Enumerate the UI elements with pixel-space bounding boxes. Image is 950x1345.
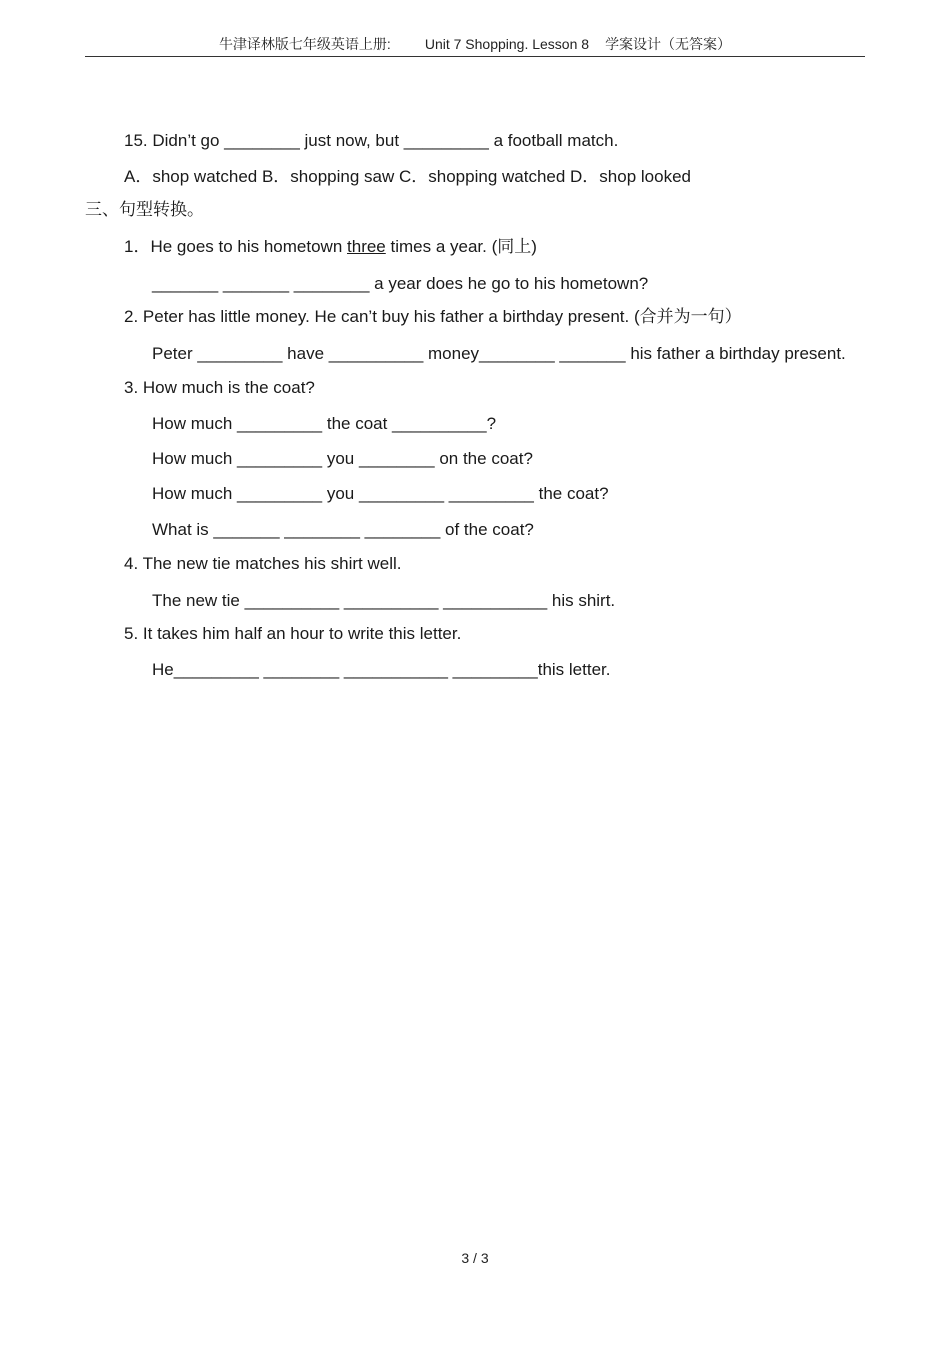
question-15-options: A．shop watched B．shopping saw C．shopping watched D．shop looked [124,167,691,186]
page-number: 3 / 3 [461,1250,489,1266]
item-2-answer: Peter _________ have __________ money________ _______ his father a birthday present. [152,344,846,363]
item-3-answer-3: How much _________ you _________ _________ the coat? [152,484,609,503]
item-5-answer: He_________ ________ ___________ _________this letter. [152,660,611,679]
header-title-cn: 牛津译林版七年级英语上册: [218,36,391,52]
header-title-design: 学案设计（无答案） [605,36,732,52]
header-title-unit: Unit 7 Shopping. Lesson 8 [424,36,590,52]
item-4-answer: The new tie __________ __________ ___________ his shirt. [152,591,616,610]
item-3-answer-1: How much _________ the coat __________? [152,414,497,433]
item-1-prompt-text-end: times a year. (同上) [385,237,537,256]
section-title: 三、句型转换。 [85,200,204,219]
item-3-prompt: 3. How much is the coat? [124,378,315,397]
item-1-prompt [124,237,537,257]
item-1-answer: _______ _______ ________ a year does he go to his hometown? [152,274,649,293]
item-1-underlined-word: three [347,237,386,256]
item-3-answer-2: How much _________ you ________ on the coat? [152,449,533,468]
item-1-prompt-text: 1．He goes to his hometown [124,237,348,256]
item-3-answer-4: What is _______ ________ ________ of the coat? [152,520,534,539]
item-5-prompt: 5. It takes him half an hour to write this letter. [124,624,462,643]
question-15-stem: 15. Didn’t go ________ just now, but _________ a football match. [124,131,619,150]
item-2-prompt: 2. Peter has little money. He can’t buy his father a birthday present. (合并为一句） [124,307,742,326]
item-4-prompt: 4. The new tie matches his shirt well. [124,554,402,573]
page-header [85,34,865,57]
